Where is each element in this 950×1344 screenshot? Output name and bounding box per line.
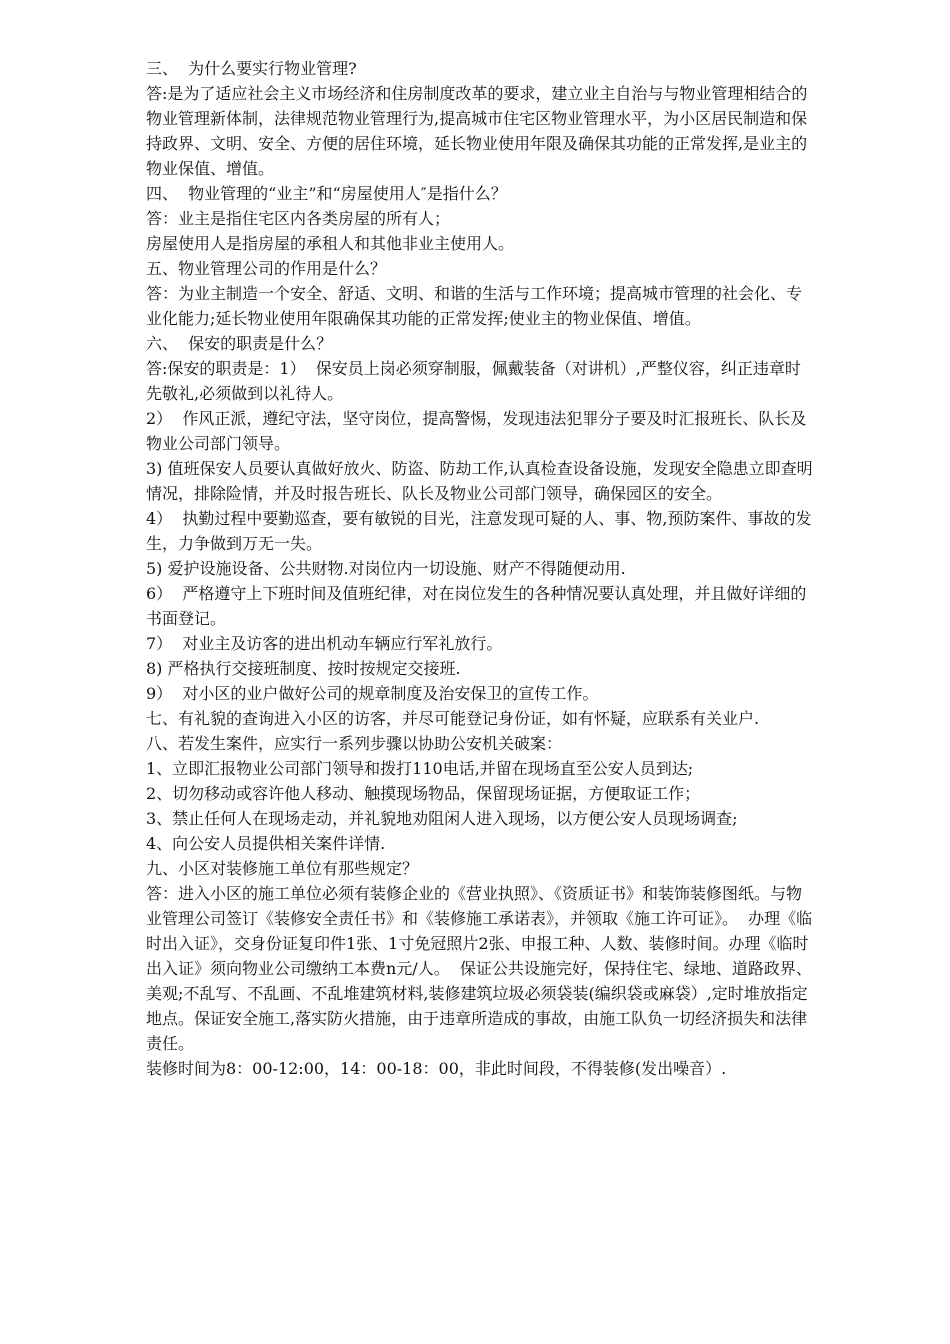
heading-6: 六、 保安的职责是什么？ [146, 334, 333, 353]
answer-paragraph: 答：进入小区的施工单位必须有装修企业的《营业执照》、《资质证书》和装饰装修图纸。与物业管理公司签订《装修安全责任书》和《装修施工承诺表》，并领取《施工许可证》。 办理《临时出入证》，交身份证复印件1张、1寸免冠照片2张、申报工种、人数、装修时间。办理《临时出入证》须向物业公司缴纳工本费n元/人。 保证公共设施完好，保持住宅、绿地、道路政界、美观;不乱写、不乱画、不乱堆建筑材料,装修建筑垃圾必须袋装(编织袋或麻袋）,定时堆放指定地点。保证安全施工,落实防火措施，由于违章所造成的事故，由施工队负一切经济损失和法律责任。 [146, 884, 813, 1053]
text-paragraph: 装修时间为8：00-12:00，14：00-18：00，非此时间段，不得装修(发出噪音）. [146, 1059, 727, 1078]
answer-paragraph: 答:保安的职责是：1） 保安员上岗必须穿制服，佩戴装备（对讲机）,严整仪容，纠正违章时先敬礼,必须做到以礼待人。 [146, 359, 801, 403]
list-item: 5) 爱护设施设备、公共财物.对岗位内一切设施、财产不得随便动用. [146, 559, 626, 578]
list-item: 3) 值班保安人员要认真做好放火、防盗、防劫工作,认真检查设备设施，发现安全隐患立即查明情况，排除险情，并及时报告班长、队长及物业公司部门领导，确保园区的安全。 [146, 459, 813, 503]
answer-paragraph: 答:是为了适应社会主义市场经济和住房制度改革的要求，建立业主自治与与物业管理相结合的物业管理新体制，法律规范物业管理行为,提高城市住宅区物业管理水平，为小区居民制造和保持政界、文明、安全、方便的居住环境，延长物业使用年限及确保其功能的正常发挥,是业主的物业保值、增值。 [146, 84, 808, 178]
list-item: 2、切勿移动或容许他人移动、触摸现场物品，保留现场证据，方便取证工作； [146, 784, 701, 803]
list-item: 3、禁止任何人在现场走动，并礼貌地劝阻闲人进入现场，以方便公安人员现场调查; [146, 809, 738, 828]
list-item: 1、立即汇报物业公司部门领导和拨打110电话,并留在现场直至公安人员到达; [146, 759, 694, 778]
heading-5: 五、物业管理公司的作用是什么？ [146, 259, 387, 278]
list-item: 8) 严格执行交接班制度、按时按规定交接班. [146, 659, 461, 678]
list-item: 2） 作风正派，遵纪守法，坚守岗位，提高警惕，发现违法犯罪分子要及时汇报班长、队长及物业公司部门领导。 [146, 409, 807, 453]
text-paragraph: 房屋使用人是指房屋的承租人和其他非业主使用人。 [146, 234, 515, 253]
heading-8: 八、若发生案件，应实行一系列步骤以协助公安机关破案： [146, 734, 563, 753]
list-item: 6） 严格遵守上下班时间及值班纪律，对在岗位发生的各种情况要认真处理，并且做好详细的书面登记。 [146, 584, 807, 628]
list-item: 4） 执勤过程中要勤巡查，要有敏锐的目光，注意发现可疑的人、事、物,预防案件、事故的发生，力争做到万无一失。 [146, 509, 812, 553]
heading-4: 四、 物业管理的“业主”和“房屋使用人″是指什么？ [146, 184, 507, 203]
answer-paragraph: 答：为业主制造一个安全、舒适、文明、和谐的生活与工作环境；提高城市管理的社会化、专业化能力;延长物业使用年限确保其功能的正常发挥;使业主的物业保值、增值。 [146, 284, 803, 328]
list-item: 9） 对小区的业户做好公司的规章制度及治安保卫的宣传工作。 [146, 684, 599, 703]
heading-9: 九、小区对装修施工单位有那些规定？ [146, 859, 419, 878]
heading-7: 七、有礼貌的查询进入小区的访客，并尽可能登记身份证，如有怀疑，应联系有关业户. [146, 709, 760, 728]
heading-3: 三、 为什么要实行物业管理? [146, 59, 357, 78]
document-body [146, 56, 816, 1081]
list-item: 4、向公安人员提供相关案件详情. [146, 834, 386, 853]
answer-paragraph: 答：业主是指住宅区内各类房屋的所有人； [146, 209, 451, 228]
list-item: 7） 对业主及访客的进出机动车辆应行军礼放行。 [146, 634, 503, 653]
